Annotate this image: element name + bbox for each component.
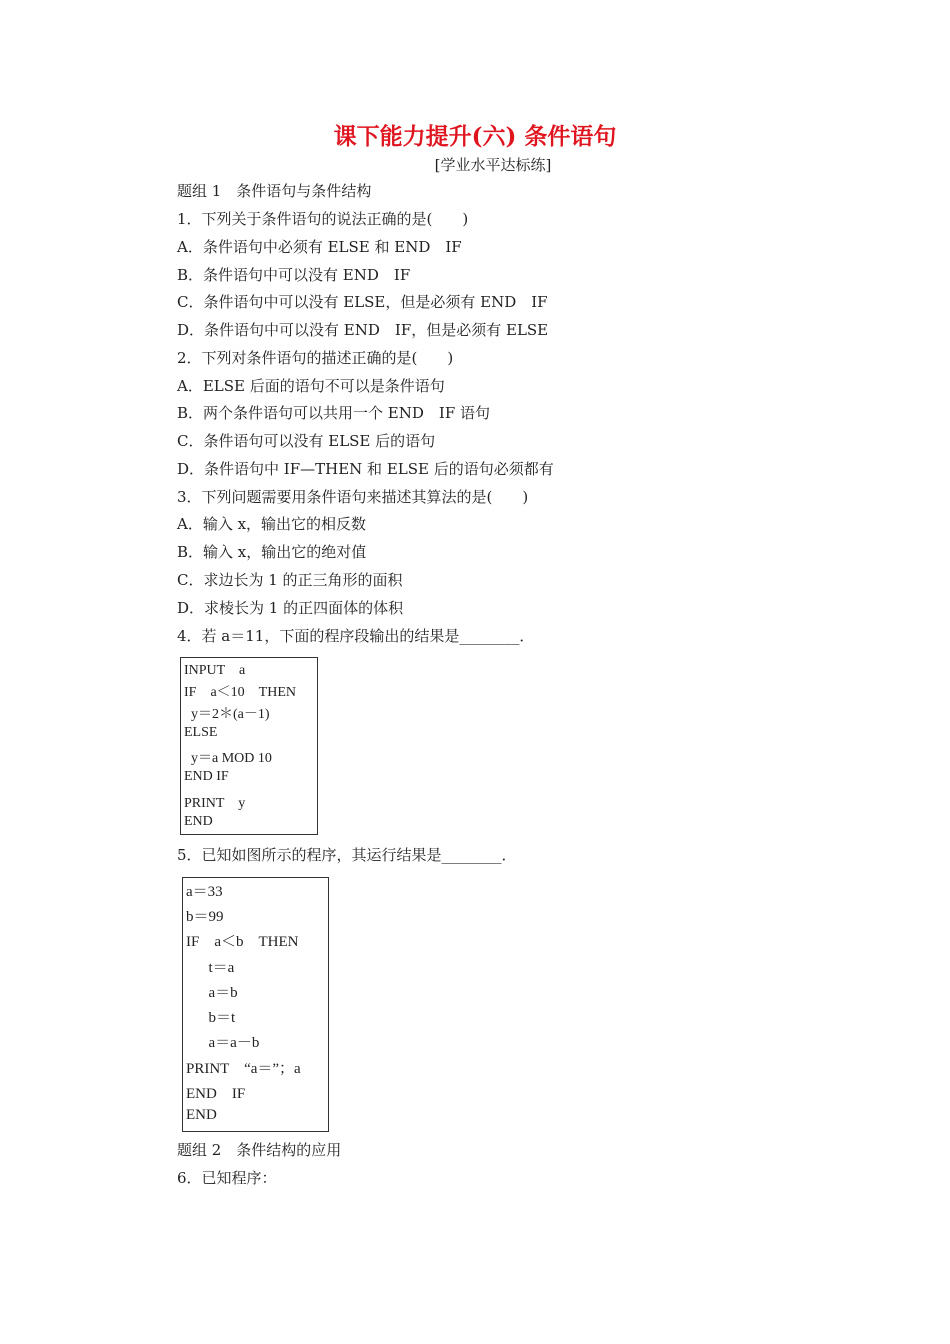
q1-option-b: B．条件语句中可以没有 END IF bbox=[177, 266, 411, 284]
q3-option-a: A．输入 x，输出它的相反数 bbox=[177, 515, 367, 533]
code-line: END IF bbox=[186, 1086, 246, 1102]
q3-option-d: D．求棱长为 1 的正四面体的体积 bbox=[177, 599, 404, 617]
q2-option-d: D．条件语句中 IF—THEN 和 ELSE 后的语句必须都有 bbox=[177, 460, 554, 478]
code-line: INPUT a bbox=[184, 663, 246, 678]
q2-option-b: B．两个条件语句可以共用一个 END IF 语句 bbox=[177, 404, 490, 422]
q2-option-a: A．ELSE 后面的语句不可以是条件语句 bbox=[177, 377, 445, 395]
q1-option-d: D．条件语句中可以没有 END IF，但是必须有 ELSE bbox=[177, 321, 549, 339]
q3-option-c: C．求边长为 1 的正三角形的面积 bbox=[177, 571, 403, 589]
question-1: 1．下列关于条件语句的说法正确的是( ) bbox=[177, 210, 469, 228]
code-line: ELSE bbox=[184, 725, 218, 740]
page-subtitle: [学业水平达标练] bbox=[434, 156, 552, 174]
code-line: a＝a－b bbox=[186, 1035, 260, 1051]
code-line: END IF bbox=[184, 769, 229, 784]
section-heading-group1: 题组 1 条件语句与条件结构 bbox=[177, 182, 372, 200]
program-box-q4 bbox=[180, 657, 318, 835]
code-line: PRINT y bbox=[184, 796, 246, 811]
code-line: b＝t bbox=[186, 1010, 236, 1026]
q3-option-b: B．输入 x，输出它的绝对值 bbox=[177, 543, 367, 561]
page-title: 课下能力提升(六) 条件语句 bbox=[333, 123, 617, 150]
code-line: b＝99 bbox=[186, 909, 224, 925]
question-3: 3．下列问题需要用条件语句来描述其算法的是( ) bbox=[177, 488, 529, 506]
question-5: 5．已知如图所示的程序，其运行结果是________． bbox=[177, 846, 517, 864]
code-line: IF a＜b THEN bbox=[186, 934, 299, 950]
code-line: t＝a bbox=[186, 960, 235, 976]
code-line: END bbox=[184, 814, 213, 829]
code-line: IF a＜10 THEN bbox=[184, 685, 296, 700]
question-4: 4．若 a＝11，下面的程序段输出的结果是________． bbox=[177, 627, 535, 645]
program-box-q5 bbox=[182, 877, 329, 1132]
code-line: y＝2＊(a－1) bbox=[184, 707, 270, 722]
question-6: 6．已知程序： bbox=[177, 1169, 277, 1187]
code-line: END bbox=[186, 1107, 217, 1123]
code-line: a＝b bbox=[186, 985, 238, 1001]
code-line: a＝33 bbox=[186, 884, 223, 900]
section-heading-group2: 题组 2 条件结构的应用 bbox=[177, 1141, 342, 1159]
question-2: 2．下列对条件语句的描述正确的是( ) bbox=[177, 349, 454, 367]
code-line: PRINT “a＝”；a bbox=[186, 1061, 301, 1077]
code-line: y＝a MOD 10 bbox=[184, 751, 272, 766]
q1-option-c: C．条件语句中可以没有 ELSE，但是必须有 END IF bbox=[177, 293, 548, 311]
q1-option-a: A．条件语句中必须有 ELSE 和 END IF bbox=[177, 238, 462, 256]
q2-option-c: C．条件语句可以没有 ELSE 后的语句 bbox=[177, 432, 436, 450]
